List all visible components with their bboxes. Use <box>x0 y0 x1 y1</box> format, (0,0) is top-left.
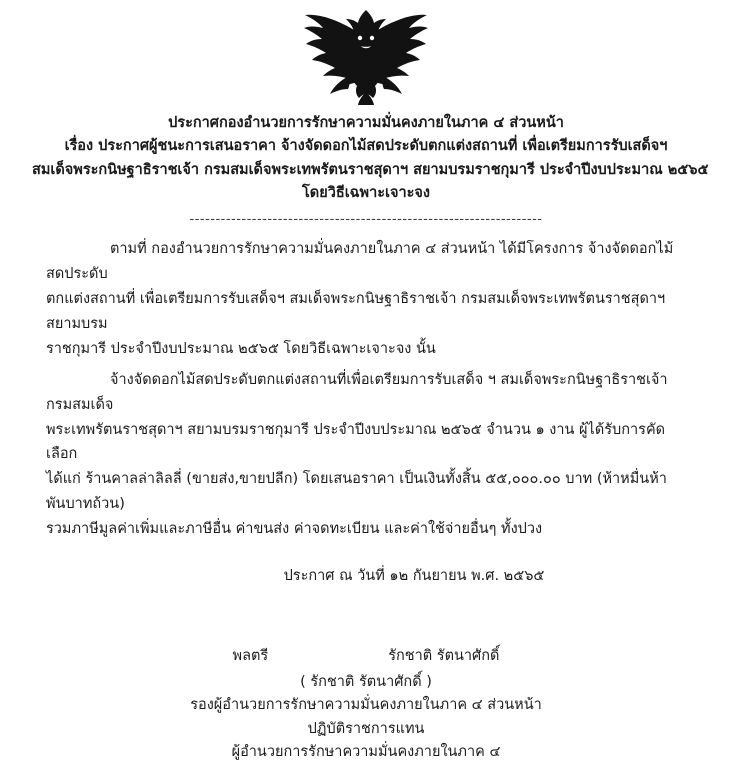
signer-position-line-3: ผู้อำนวยการรักษาความมั่นคงภายในภาค ๔ <box>231 744 501 761</box>
paragraph-1-line-1: ตามที่ กองอำนวยการรักษาความมั่นคงภายในภาค ๔ ส่วนหน้า ได้มีโครงการ จ้างจัดดอกไม้สดประดับ <box>46 240 674 282</box>
signature-block <box>46 645 686 764</box>
paragraph-2-line-3: ได้แก่ ร้านคาลล่าลิลลี่ (ขายส่ง,ขายปลีก) โดยเสนอราคา เป็นเงินทั้งสิ้น ๕๕,๐๐๐.๐๐ บาท (ห้าหมื่นห้าพันบาทถ้วน) <box>46 471 667 513</box>
document-heading <box>32 112 709 206</box>
heading-line-3: สมเด็จพระกนิษฐาธิราชเจ้า กรมสมเด็จพระเทพรัตนราชสุดาฯ สยามบรมราชกุมารี ประจำปีงบประมาณ ๒๕๖๕ <box>32 161 709 178</box>
announcement-date: ประกาศ ณ วันที่ ๑๒ กันยายน พ.ศ. ๒๕๖๕ <box>283 568 545 585</box>
heading-line-2: เรื่อง ประกาศผู้ชนะการเสนอราคา จ้างจัดดอกไม้สดประดับตกแต่งสถานที่ เพื่อเตรียมการรับเสด็จฯ <box>64 138 668 155</box>
heading-line-4: โดยวิธีเฉพาะเจาะจง <box>302 185 430 202</box>
paragraph-2-line-2: พระเทพรัตนราชสุดาฯ สยามบรมราชกุมารี ประจำปีงบประมาณ ๒๕๖๕ จำนวน ๑ งาน ผู้ได้รับการคัดเลือก <box>46 421 666 463</box>
paragraph-1-line-3: ราชกุมารี ประจำปีงบประมาณ ๒๕๖๕ โดยวิธีเฉพาะเจาะจง นั้น <box>46 340 436 357</box>
heading-line-1: ประกาศกองอำนวยการรักษาความมั่นคงภายในภาค ๔ ส่วนหน้า <box>168 115 564 131</box>
emblem-container <box>32 8 700 108</box>
paragraph-1 <box>46 237 686 362</box>
signature-row <box>46 645 686 668</box>
paragraph-2 <box>46 368 686 543</box>
heading-divider: -------------------------------------------------------------------- <box>189 211 543 227</box>
signer-name: รักชาติ รัตนาศักดิ์ <box>388 648 500 665</box>
signer-position-line-2: ปฏิบัติราชการแทน <box>307 720 425 737</box>
signer-position-line-1: รองผู้อำนวยการรักษาความมั่นคงภายในภาค ๔ ส่วนหน้า <box>190 697 542 714</box>
paragraph-2-line-4: รวมภาษีมูลค่าเพิ่มและภาษีอื่น ค่าขนส่ง ค่าจดทะเบียน และค่าใช้จ่ายอื่นๆ ทั้งปวง <box>46 521 543 538</box>
signer-name-parenthesis: ( รักชาติ รัตนาศักดิ์ ) <box>300 673 432 690</box>
paragraph-2-line-1: จ้างจัดดอกไม้สดประดับตกแต่งสถานที่เพื่อเตรียมการรับเสด็จ ฯ สมเด็จพระกนิษฐาธิราชเจ้า กรมสมเด็จ <box>46 371 668 413</box>
paragraph-1-line-2: ตกแต่งสถานที่ เพื่อเตรียมการรับเสด็จฯ สมเด็จพระกนิษฐาธิราชเจ้า กรมสมเด็จพระเทพรัตนราชสุดาฯ สยามบรม <box>46 290 666 332</box>
signer-rank: พลตรี <box>232 648 269 665</box>
document-body <box>32 237 700 765</box>
garuda-emblem-icon <box>301 8 431 106</box>
